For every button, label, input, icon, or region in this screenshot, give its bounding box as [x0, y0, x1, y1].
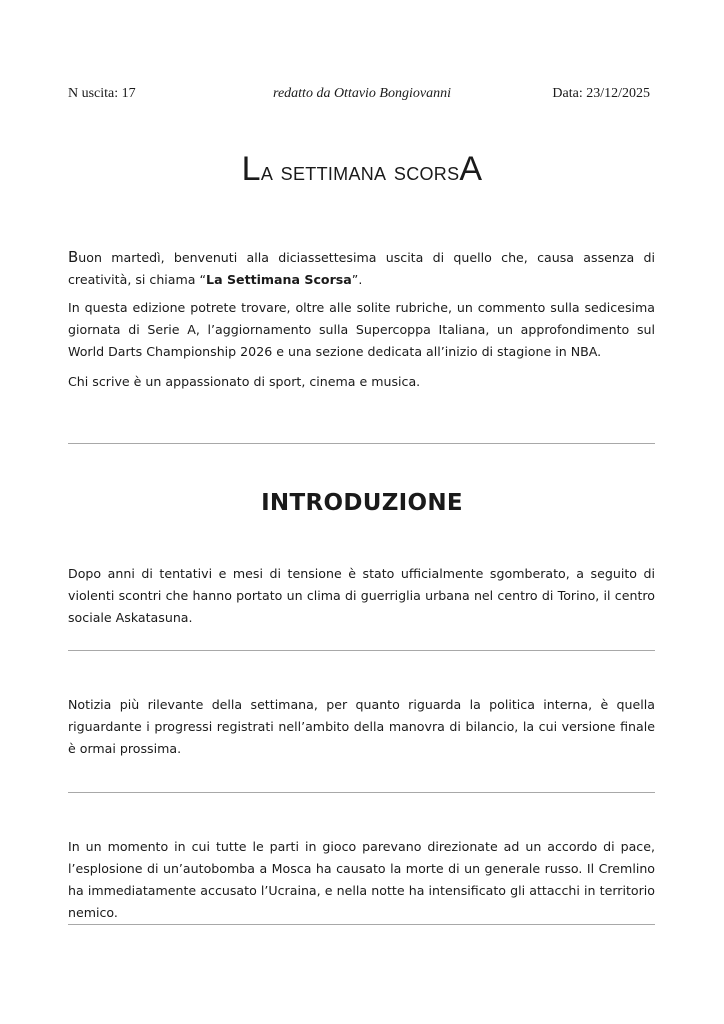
issue-number: N uscita: 17	[68, 86, 136, 101]
title-first-letter: L	[241, 150, 261, 188]
divider	[68, 924, 655, 925]
newsletter-title	[0, 150, 724, 189]
divider	[68, 443, 655, 444]
news-item-2: Notizia più rilevante della settimana, per quanto riguarda la politica interna, è quella riguardante i progressi registrati nell’ambito della manovra di bilancio, la cui versione finale è ormai prossima.	[68, 697, 655, 756]
newsletter-name: La Settimana Scorsa	[206, 272, 352, 287]
document-header	[68, 86, 656, 106]
news-item-3: In un momento in cui tutte le parti in gioco parevano direzionate ad un accordo di pace, l’esplosione di un’autobomba a Mosca ha causato la morte di un generale russo. Il Cremlino ha immediatamente accusato l’Ucraina, e nella notte ha intensificato gli attacchi in territorio nemico.	[68, 839, 655, 920]
section-title: INTRODUZIONE	[261, 490, 463, 516]
intro-dropcap: B	[68, 248, 79, 266]
intro-p1-end: ”.	[351, 272, 363, 287]
divider	[68, 792, 655, 793]
news-item-1: Dopo anni di tentativi e mesi di tensione è stato ufficialmente sgomberato, a seguito di violenti scontri che hanno portato un clima di guerriglia urbana nel centro di Torino, il centro sociale Askatasuna.	[68, 566, 655, 625]
editor-credit: redatto da Ottavio Bongiovanni	[273, 86, 451, 101]
intro-paragraph-3: Chi scrive è un appassionato di sport, cinema e musica.	[68, 374, 421, 389]
intro-p1-text: uon martedì, benvenuti alla diciassettesima uscita di quello che, causa assenza di creatività, si chiama “	[68, 250, 655, 287]
title-last-letter: A	[459, 150, 483, 188]
intro-paragraph-2: In questa edizione potrete trovare, oltre alle solite rubriche, un commento sulla sedicesima giornata di Serie A, l’aggiornamento sulla Supercoppa Italiana, un approfondimento sul World Darts Championship 2026 e una sezione dedicata all’inizio di stagione in NBA.	[68, 300, 655, 359]
intro-paragraph-1	[68, 246, 655, 291]
divider	[68, 650, 655, 651]
issue-date: Data: 23/12/2025	[552, 86, 650, 101]
title-middle: a settimana scors	[260, 156, 460, 186]
